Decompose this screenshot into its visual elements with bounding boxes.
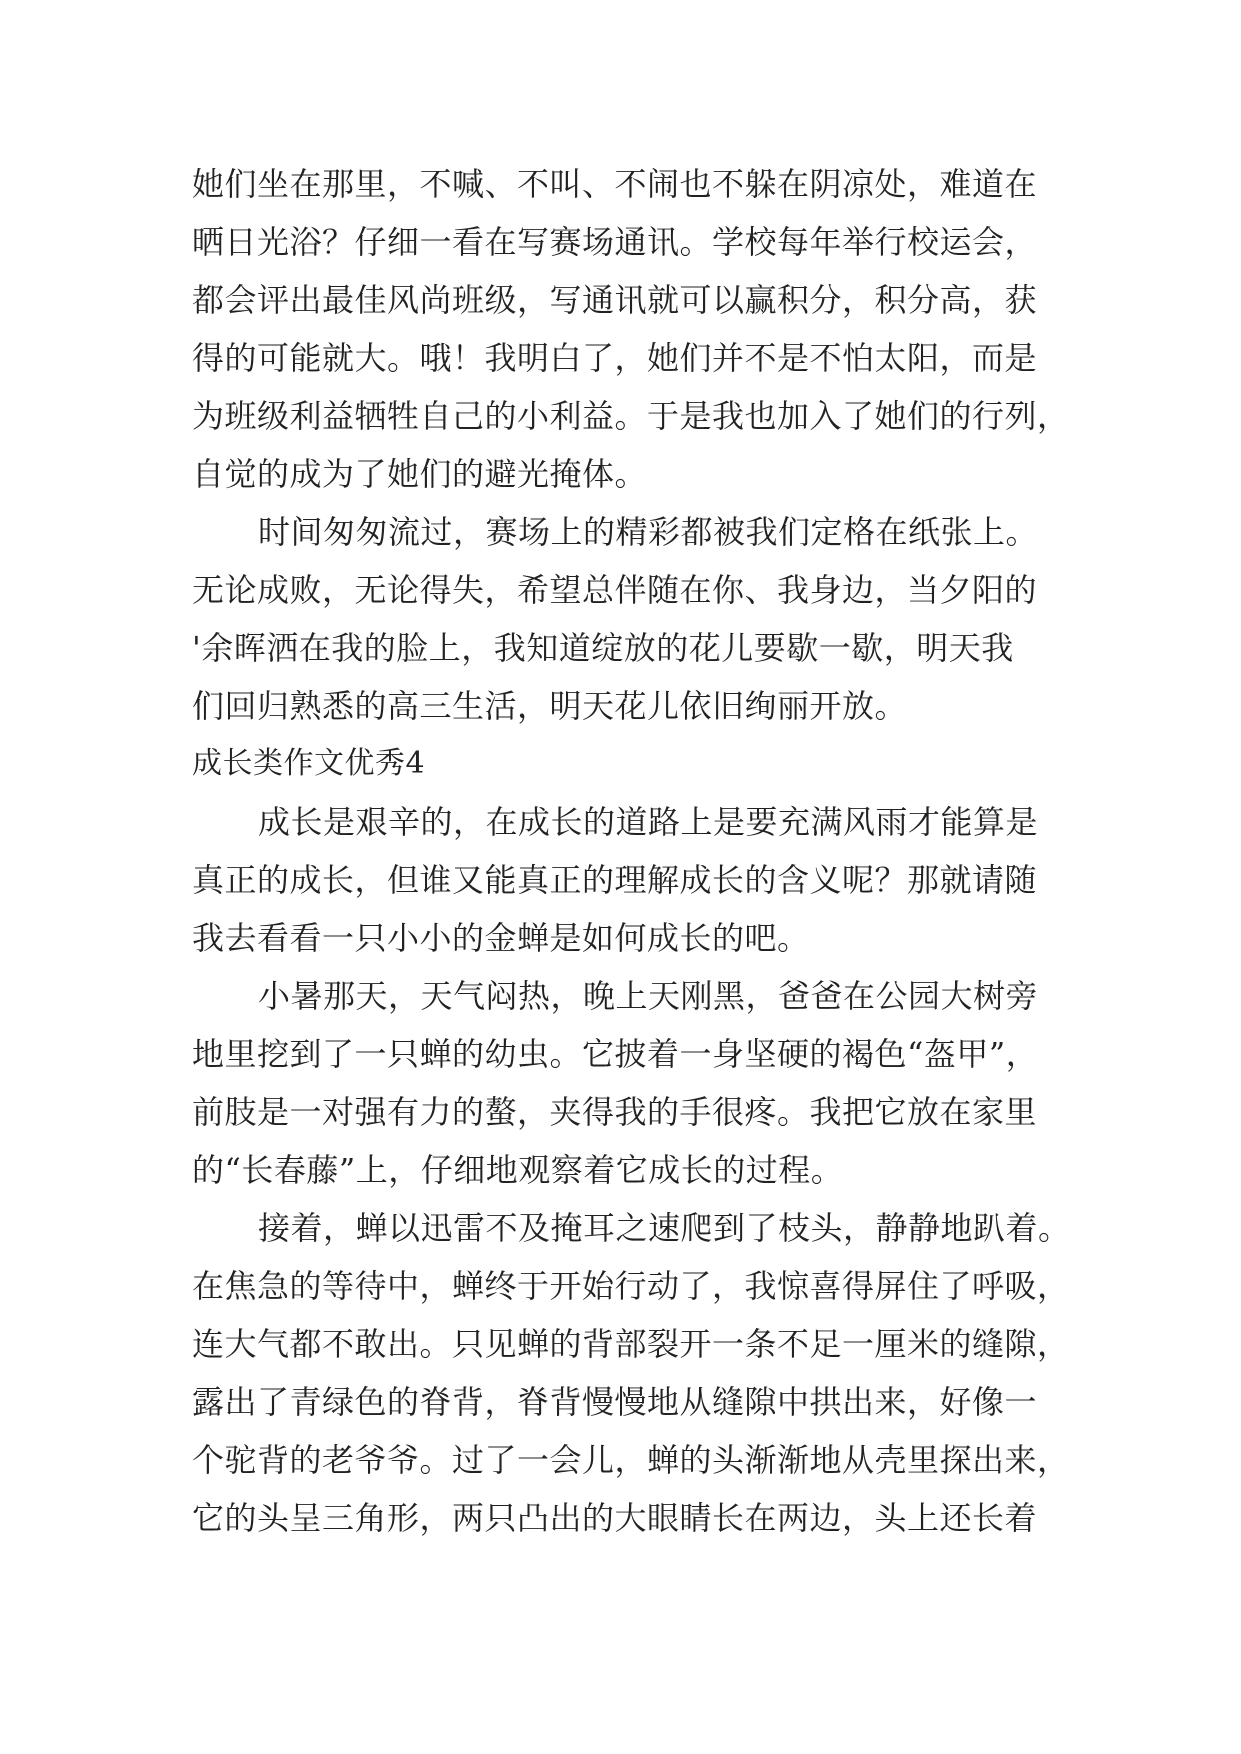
body-line: 连大气都不敢出。只见蝉的背部裂开一条不足一厘米的缝隙， — [192, 1325, 1070, 1363]
body-line: 自觉的成为了她们的避光掩体。 — [192, 455, 648, 493]
body-line: 都会评出最佳风尚班级，写通讯就可以赢积分，积分高，获 — [192, 281, 1038, 319]
paragraph-first-line: 时间匆匆流过，赛场上的精彩都被我们定格在纸张上。 — [258, 513, 1039, 551]
body-line: 地里挖到了一只蝉的幼虫。它披着一身坚硬的褐色“盔甲”， — [192, 1035, 1039, 1073]
body-line: '余晖洒在我的脸上，我知道绽放的花儿要歇一歇，明天我 — [192, 629, 1014, 667]
body-line: 她们坐在那里，不喊、不叫、不闹也不躲在阴凉处，难道在 — [192, 165, 1038, 203]
body-line: 在焦急的等待中，蝉终于开始行动了，我惊喜得屏住了呼吸， — [192, 1267, 1070, 1305]
body-line: 个驼背的老爷爷。过了一会儿，蝉的头渐渐地从壳里探出来， — [192, 1441, 1070, 1479]
body-line: 无论成败，无论得失，希望总伴随在你、我身边，当夕阳的 — [192, 571, 1038, 609]
body-line: 它的头呈三角形，两只凸出的大眼睛长在两边，头上还长着 — [192, 1499, 1038, 1537]
body-line: 露出了青绿色的脊背，脊背慢慢地从缝隙中拱出来，好像一 — [192, 1383, 1038, 1421]
section-heading: 成长类作文优秀4 — [192, 746, 426, 781]
paragraph-first-line: 接着，蝉以迅雷不及掩耳之速爬到了枝头，静静地趴着。 — [258, 1209, 1071, 1247]
body-line: 真正的成长，但谁又能真正的理解成长的含义呢？那就请随 — [192, 861, 1038, 899]
body-line: 我去看看一只小小的金蝉是如何成长的吧。 — [192, 919, 810, 957]
body-line: 的“长春藤”上，仔细地观察着它成长的过程。 — [192, 1151, 844, 1189]
paragraph-first-line: 小暑那天，天气闷热，晚上天刚黑，爸爸在公园大树旁 — [258, 977, 1039, 1015]
body-line: 为班级利益牺牲自己的小利益。于是我也加入了她们的行列， — [192, 397, 1070, 435]
body-line: 得的可能就大。哦！我明白了，她们并不是不怕太阳，而是 — [192, 339, 1038, 377]
body-line: 们回归熟悉的高三生活，明天花儿依旧绚丽开放。 — [192, 687, 908, 725]
paragraph-first-line: 成长是艰辛的，在成长的道路上是要充满风雨才能算是 — [258, 803, 1039, 841]
body-line: 前肢是一对强有力的螯，夹得我的手很疼。我把它放在家里 — [192, 1093, 1038, 1131]
body-line: 晒日光浴？仔细一看在写赛场通讯。学校每年举行校运会， — [192, 223, 1038, 261]
